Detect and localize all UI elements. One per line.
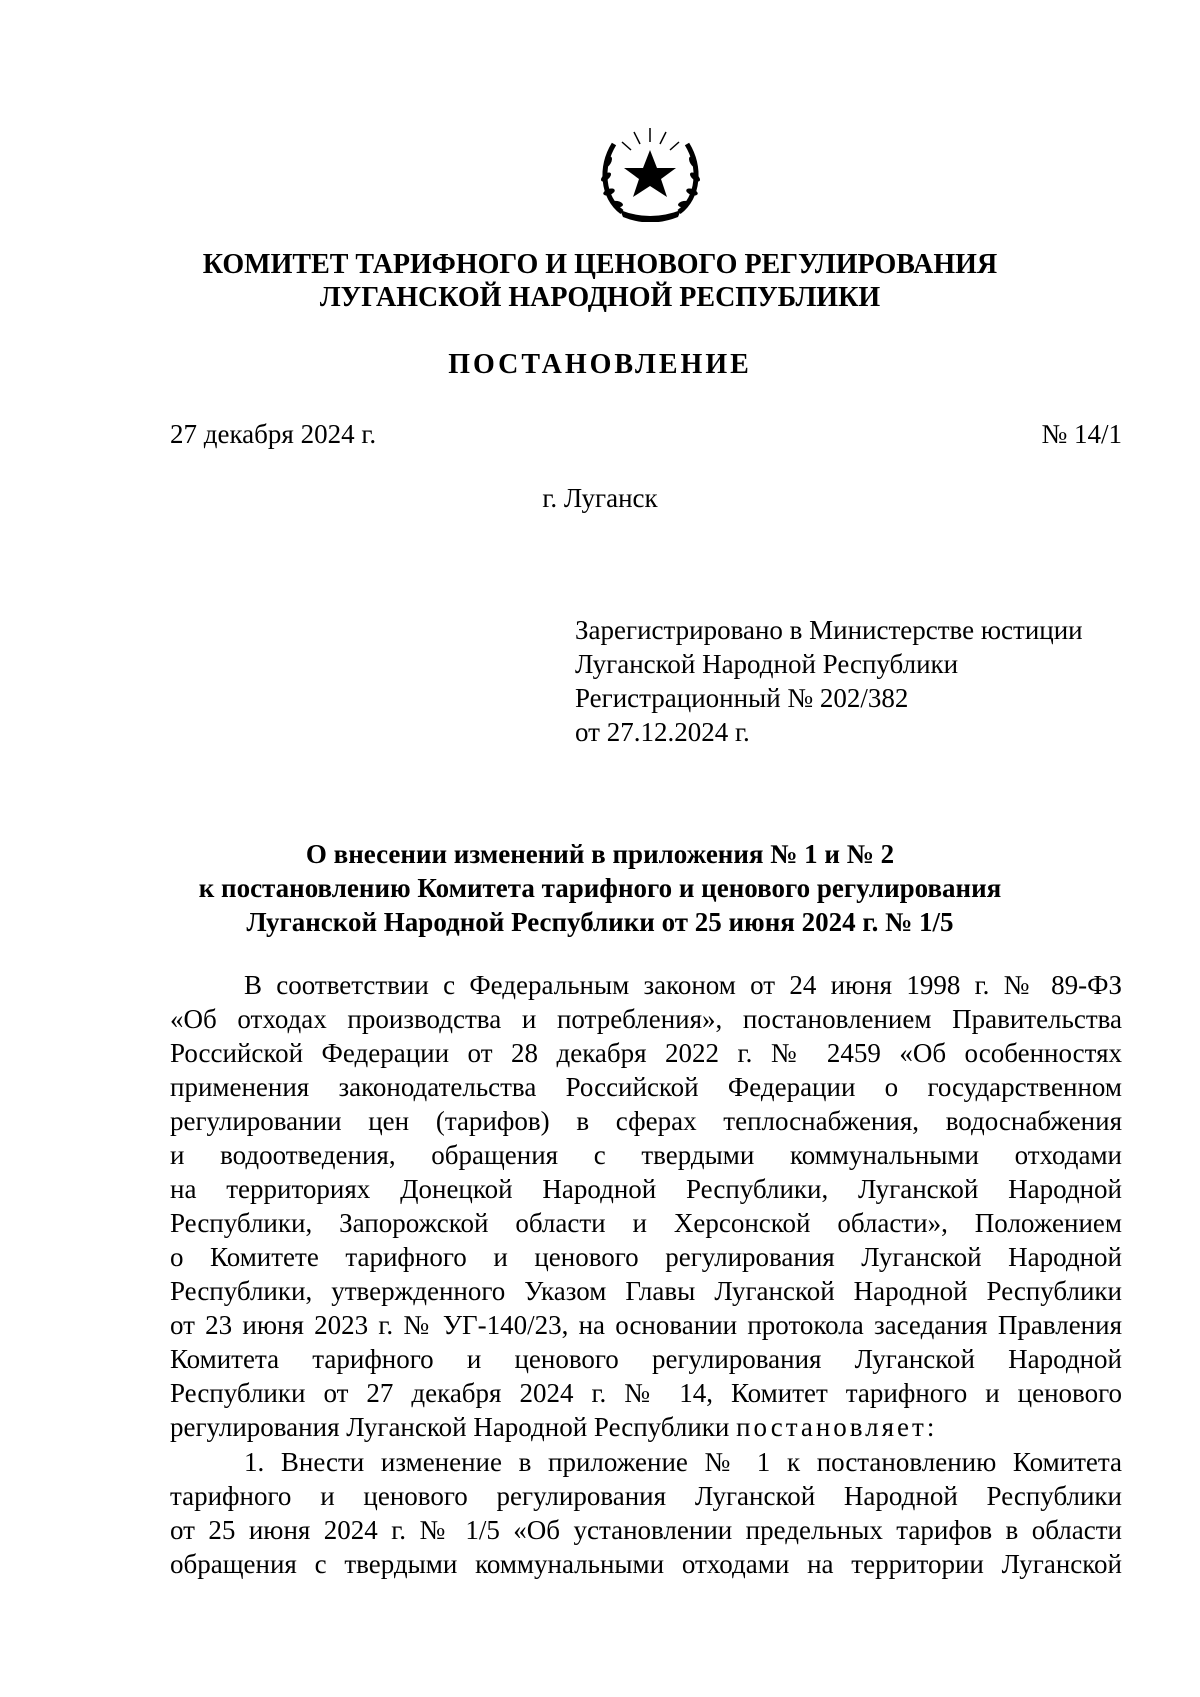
organization-name-line2: ЛУГАНСКОЙ НАРОДНОЙ РЕСПУБЛИКИ xyxy=(319,282,881,313)
paragraph-line: от 23 июня 2023 г. № УГ-140/23, на основании протокола заседания Правления xyxy=(170,1310,1122,1340)
subject-line: к постановлению Комитета тарифного и ценового регулирования xyxy=(198,873,1002,903)
clause-1-paragraph xyxy=(170,1445,1122,1581)
organization-name-line1: КОМИТЕТ ТАРИФНОГО И ЦЕНОВОГО РЕГУЛИРОВАНИЯ xyxy=(202,249,998,280)
coat-of-arms-icon xyxy=(592,122,709,222)
paragraph-line: Республики от 27 декабря 2024 г. № 14, Комитет тарифного и ценового xyxy=(170,1378,1122,1408)
registration-line: Луганской Народной Республики xyxy=(575,649,959,679)
paragraph-line: обращения с твердыми коммунальными отходами на территории Луганской xyxy=(170,1549,1122,1579)
paragraph-line: на территориях Донецкой Народной Республики, Луганской Народной xyxy=(170,1174,1122,1204)
registration-line: Регистрационный № 202/382 xyxy=(575,683,909,713)
organization-name xyxy=(0,248,1200,314)
paragraph-line: применения законодательства Российской Федерации о государственном xyxy=(170,1072,1122,1102)
document-subject xyxy=(0,837,1200,939)
paragraph-line: Российской Федерации от 28 декабря 2022 г. № 2459 «Об особенностях xyxy=(170,1038,1122,1068)
registration-line: Зарегистрировано в Министерстве юстиции xyxy=(575,615,1083,645)
preamble-paragraph xyxy=(170,968,1122,1444)
paragraph-line: и водоотведения, обращения с твердыми коммунальными отходами xyxy=(170,1140,1122,1170)
registration-line: от 27.12.2024 г. xyxy=(575,717,750,747)
paragraph-line: о Комитете тарифного и ценового регулирования Луганской Народной xyxy=(170,1242,1122,1272)
paragraph-line: 1. Внести изменение в приложение № 1 к постановлению Комитета xyxy=(244,1447,1122,1477)
subject-line: Луганской Народной Республики от 25 июня 2024 г. № 1/5 xyxy=(246,907,954,937)
paragraph-line: «Об отходах производства и потребления», постановлением Правительства xyxy=(170,1004,1122,1034)
paragraph-line: Республики, утвержденного Указом Главы Луганской Народной Республики xyxy=(170,1276,1122,1306)
paragraph-line: от 25 июня 2024 г. № 1/5 «Об установлении предельных тарифов в области xyxy=(170,1515,1122,1545)
paragraph-line: Комитета тарифного и ценового регулирования Луганской Народной xyxy=(170,1344,1122,1374)
document-type: ПОСТАНОВЛЕНИЕ xyxy=(448,349,752,380)
resolution-keyword: постановляет: xyxy=(736,1412,938,1442)
paragraph-line xyxy=(170,1410,1122,1444)
registration-stamp xyxy=(575,613,1083,749)
document-number: № 14/1 xyxy=(1041,419,1122,449)
document-city: г. Луганск xyxy=(542,483,658,513)
paragraph-line: В соответствии с Федеральным законом от 24 июня 1998 г. № 89-ФЗ xyxy=(244,970,1122,1000)
paragraph-line-text: регулирования Луганской Народной Республики xyxy=(170,1412,737,1442)
paragraph-line: тарифного и ценового регулирования Луганской Народной Республики xyxy=(170,1481,1122,1511)
document-date: 27 декабря 2024 г. xyxy=(170,419,377,449)
paragraph-line: регулировании цен (тарифов) в сферах теплоснабжения, водоснабжения xyxy=(170,1106,1122,1136)
subject-line: О внесении изменений в приложения № 1 и № 2 xyxy=(305,839,895,869)
paragraph-line: Республики, Запорожской области и Херсонской области», Положением xyxy=(170,1208,1122,1238)
